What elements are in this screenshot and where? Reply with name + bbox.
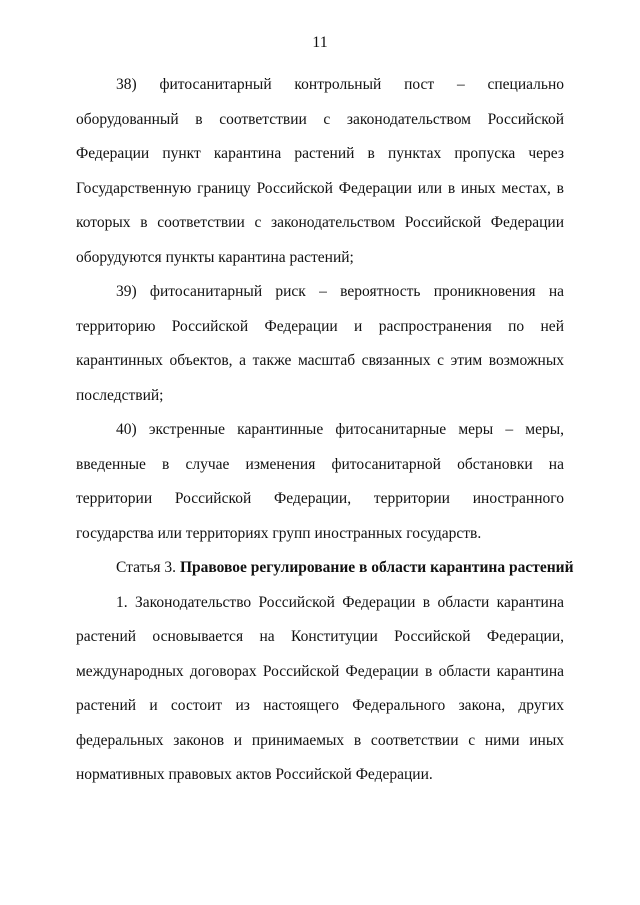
definition-item-39: 39) фитосанитарный риск – вероятность проникновения на территорию Российской Федерации и распространения по ней карантинных объектов, а также масштаб связанных с этим возможных последствий; <box>76 283 564 404</box>
document-body <box>76 68 574 793</box>
article-paragraph-1: 1. Законодательство Российской Федерации в области карантина растений основывается на Конституции Российской Федерации, международных договорах Российской Федерации в области карантина растений и состоит из настоящего Федерального закона, других федеральных законов и принимаемых в соответствии с ними иных нормативных правовых актов Российской Федерации. <box>76 593 564 783</box>
article-heading <box>76 551 574 586</box>
article-title: Правовое регулирование в области карантина растений <box>179 559 574 576</box>
definition-item-38: 38) фитосанитарный контрольный пост – специально оборудованный в соответствии с законодательством Российской Федерации пункт карантина растений в пунктах пропуска через Государственную границу Российской Федерации или в иных местах, в которых в соответствии с законодательством Российской Федерации оборудуются пункты карантина растений; <box>76 76 564 266</box>
page-number: 11 <box>312 34 328 51</box>
definition-item-40: 40) экстренные карантинные фитосанитарные меры – меры, введенные в случае изменения фитосанитарной обстановки на территории Российской Федерации, территории иностранного государства или территориях групп иностранных государств. <box>76 421 564 542</box>
article-label: Статья 3. <box>116 559 177 576</box>
